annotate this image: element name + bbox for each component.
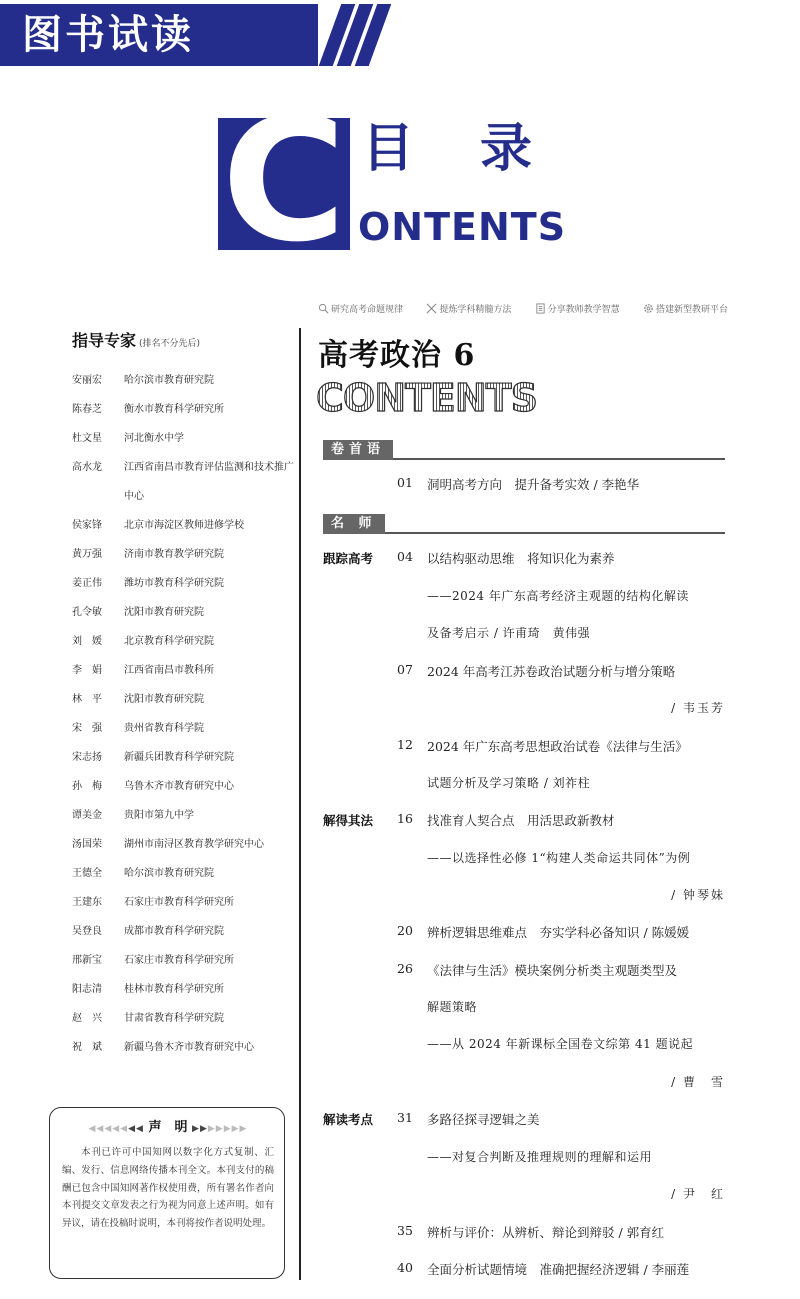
expert-name: 宋志扬 — [72, 752, 102, 763]
expert-item — [72, 743, 302, 772]
declaration-box — [49, 1107, 285, 1279]
slogan-text: 分享教师教学智慧 — [547, 305, 620, 315]
slogan-bar — [318, 302, 728, 315]
expert-item — [72, 627, 302, 656]
expert-org: 新疆兵团教育科学研究院 — [124, 752, 234, 763]
section-header — [323, 438, 725, 460]
expert-item — [72, 511, 302, 540]
expert-org: 贵州省教育科学院 — [124, 723, 204, 734]
expert-org: 石家庄市教育科学研究所 — [124, 955, 234, 966]
expert-item — [72, 598, 302, 627]
expert-name: 高水龙 — [72, 462, 102, 473]
expert-item — [72, 366, 302, 395]
expert-name: 祝 斌 — [72, 1042, 102, 1053]
experts-heading-text: 指导专家 — [72, 331, 137, 350]
toc-title: 多路径探寻逻辑之美 — [427, 1112, 540, 1127]
expert-org: 湖州市南浔区教育教学研究中心 — [124, 839, 264, 850]
expert-item — [72, 453, 302, 511]
expert-name: 刘 媛 — [72, 636, 102, 647]
expert-name: 陈春芝 — [72, 404, 102, 415]
declaration-text: 本刊已许可中国知网以数字化方式复制、汇编、发行、信息网络传播本刊全文。本刊支付的稿酬已包含中国知网著作权使用费，所有署名作者向本刊提交文章发表之行为视为同意上述声明。如有异议，请在投稿时说明，本刊将按作者说明处理。 — [62, 1147, 274, 1230]
arrow-left-icon: ◀◀◀◀◀ — [88, 1124, 129, 1134]
toc-category: 解读考点 — [323, 1112, 374, 1127]
expert-name: 吴登良 — [72, 926, 102, 937]
toc-author: / 韦玉芳 — [671, 701, 725, 715]
arrow-right-icon: ▶▶▶▶▶ — [207, 1124, 248, 1134]
toc-page: 26 — [397, 961, 413, 976]
expert-name: 王德全 — [72, 868, 102, 879]
section-header — [323, 512, 725, 534]
expert-name: 安丽宏 — [72, 375, 102, 386]
expert-org: 哈尔滨市教育研究院 — [124, 375, 214, 386]
expert-item — [72, 946, 302, 975]
magazine-title: 高考政治 6 — [318, 338, 476, 373]
expert-item — [72, 859, 302, 888]
toc-subtitle: ——对复合判断及推理规则的理解和运用 — [427, 1150, 653, 1164]
slogan-item — [535, 302, 620, 315]
toc-page: 04 — [397, 549, 413, 564]
expert-name: 邢新宝 — [72, 955, 102, 966]
expert-name: 谭美金 — [72, 810, 102, 821]
expert-org: 甘肃省教育科学研究院 — [124, 1013, 224, 1024]
toc-title: 全面分析试题情境 准确把握经济逻辑 / 李丽莲 — [427, 1262, 690, 1277]
experts-heading — [72, 328, 292, 351]
logo-c-letter: C — [221, 82, 347, 280]
declaration-title: 声 明 — [148, 1120, 188, 1135]
expert-item — [72, 917, 302, 946]
contents-logo — [218, 82, 599, 280]
logo-title-en: ONTENTS — [358, 205, 567, 249]
expert-org: 成都市教育科学研究院 — [124, 926, 224, 937]
expert-name: 林 平 — [72, 694, 102, 705]
toc-title: 洞明高考方向 提升备考实效 / 李艳华 — [427, 477, 640, 492]
expert-item — [72, 714, 302, 743]
toc-author: / 尹 红 — [671, 1187, 725, 1201]
expert-name: 赵 兴 — [72, 1013, 102, 1024]
expert-org: 沈阳市教育研究院 — [124, 607, 204, 618]
column-divider — [299, 328, 301, 1280]
toc-page: 07 — [397, 662, 413, 677]
slogan-item — [318, 302, 403, 315]
expert-item — [72, 540, 302, 569]
expert-name: 杜文星 — [72, 433, 102, 444]
expert-org: 石家庄市教育科学研究所 — [124, 897, 234, 908]
logo-c-box — [218, 82, 350, 280]
expert-item — [72, 888, 302, 917]
arrow-left-icon: ◀◀ — [128, 1124, 144, 1134]
section-label: 名 师 — [323, 514, 385, 534]
toc-page: 35 — [397, 1223, 413, 1238]
expert-org: 潍坊市教育科学研究院 — [124, 578, 224, 589]
toc-subtitle: ——从 2024 年新课标全国卷文综第 41 题说起 — [427, 1037, 694, 1051]
magnifier-icon — [318, 303, 329, 314]
toc-subtitle: 试题分析及学习策略 / 刘祚柱 — [427, 776, 591, 790]
expert-org: 哈尔滨市教育研究院 — [124, 868, 214, 879]
arrow-right-icon: ▶▶ — [192, 1124, 208, 1134]
expert-name: 侯家锋 — [72, 520, 102, 531]
expert-name: 宋 强 — [72, 723, 102, 734]
toc-author: / 曹 雪 — [671, 1075, 725, 1089]
slogan-text: 提炼学科精髓方法 — [439, 305, 512, 315]
toc-page: 20 — [397, 923, 413, 938]
slogan-item — [643, 302, 728, 315]
expert-org: 江西省南昌市教科所 — [124, 665, 214, 676]
toc-title: 2024 年广东高考思想政治试卷《法律与生活》 — [427, 739, 688, 754]
expert-item — [72, 569, 302, 598]
toc-page: 40 — [397, 1260, 413, 1275]
expert-name: 阳志清 — [72, 984, 102, 995]
magazine-title-en: CONTENTS — [316, 376, 537, 420]
toc-subtitle: ——2024 年广东高考经济主观题的结构化解读 — [427, 589, 689, 603]
expert-item — [72, 772, 302, 801]
section-label: 卷首语 — [323, 440, 393, 460]
toc-title: 找准育人契合点 用活思政新教材 — [427, 813, 615, 828]
expert-item — [72, 801, 302, 830]
expert-item — [72, 395, 302, 424]
expert-name: 孙 梅 — [72, 781, 102, 792]
toc-page: 31 — [397, 1110, 413, 1125]
expert-name: 姜正伟 — [72, 578, 102, 589]
expert-org: 江西省南昌市教育评估监测和技术推广中心 — [124, 462, 294, 502]
expert-org: 北京市海淀区教师进修学校 — [124, 520, 244, 531]
toc-subtitle: ——以选择性必修 1“构建人类命运共同体”为例 — [427, 851, 691, 865]
expert-org: 济南市教育教学研究院 — [124, 549, 224, 560]
declaration-heading — [50, 1116, 286, 1135]
toc-author: / 钟琴妹 — [671, 888, 725, 902]
expert-name: 王建东 — [72, 897, 102, 908]
expert-org: 河北衡水中学 — [124, 433, 184, 444]
expert-item — [72, 830, 302, 859]
logo-title-cn: 目录 — [362, 119, 599, 179]
toc-subtitle: 解题策略 — [427, 1000, 478, 1014]
toc-title: 以结构驱动思维 将知识化为素养 — [427, 551, 615, 566]
tools-icon — [426, 303, 437, 314]
toc-page: 01 — [397, 475, 413, 490]
header-banner — [0, 0, 800, 70]
toc-title: 辨析逻辑思维难点 夯实学科必备知识 / 陈媛媛 — [427, 925, 690, 940]
toc-page: 16 — [397, 811, 413, 826]
slogan-item — [426, 302, 511, 315]
banner-title: 图书试读 — [22, 12, 194, 58]
toc-subtitle: 及备考启示 / 许甫琦 黄伟强 — [427, 626, 591, 640]
slogan-text: 研究高考命题规律 — [331, 305, 404, 315]
experts-note: (排名不分先后) — [139, 339, 201, 349]
expert-name: 李 娟 — [72, 665, 102, 676]
document-icon — [535, 303, 546, 314]
toc-page: 12 — [397, 737, 413, 752]
experts-list — [72, 366, 302, 1062]
expert-org: 北京教育科学研究院 — [124, 636, 214, 647]
expert-item — [72, 424, 302, 453]
toc-title: 辨析与评价：从辨析、辩论到辩驳 / 郭育红 — [427, 1225, 665, 1240]
gear-icon — [643, 303, 654, 314]
expert-org: 沈阳市教育研究院 — [124, 694, 204, 705]
expert-org: 贵阳市第九中学 — [124, 810, 194, 821]
slogan-text: 搭建新型教研平台 — [655, 305, 728, 315]
toc-title: 2024 年高考江苏卷政治试题分析与增分策略 — [427, 664, 676, 679]
expert-item — [72, 685, 302, 714]
toc-category: 解得其法 — [323, 813, 374, 828]
toc-category: 跟踪高考 — [323, 551, 374, 566]
expert-name: 黄万强 — [72, 549, 102, 560]
expert-name: 孔令敏 — [72, 607, 102, 618]
expert-name: 汤国荣 — [72, 839, 102, 850]
expert-item — [72, 1004, 302, 1033]
expert-org: 桂林市教育科学研究所 — [124, 984, 224, 995]
expert-org: 新疆乌鲁木齐市教育研究中心 — [124, 1042, 254, 1053]
expert-org: 衡水市教育科学研究所 — [124, 404, 224, 415]
expert-item — [72, 656, 302, 685]
experts-panel — [72, 328, 294, 1053]
expert-org: 乌鲁木齐市教育研究中心 — [124, 781, 234, 792]
expert-item — [72, 975, 302, 1004]
expert-item — [72, 1033, 302, 1062]
toc-title: 《法律与生活》模块案例分析类主观题类型及 — [427, 963, 678, 978]
